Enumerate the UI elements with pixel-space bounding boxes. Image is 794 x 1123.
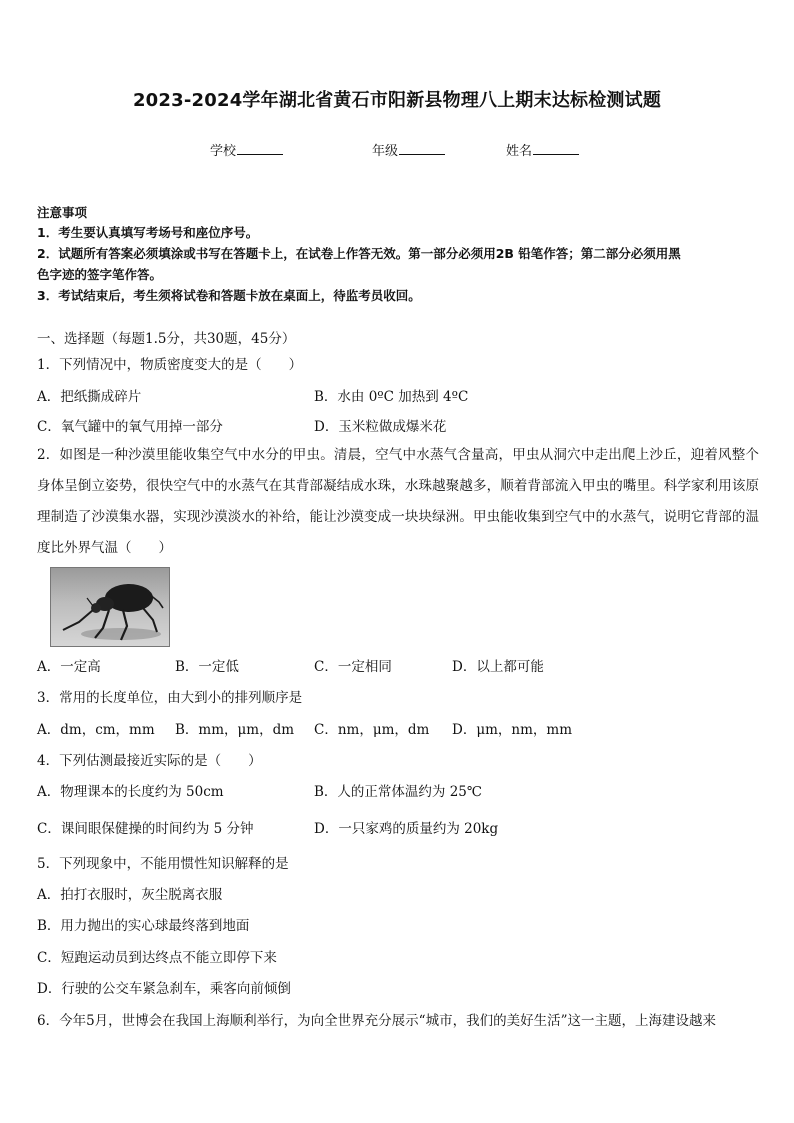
name-label: 姓名: [506, 144, 533, 159]
q1-option-a[interactable]: A．把纸撕成碎片: [37, 389, 142, 405]
name-field[interactable]: [506, 140, 579, 159]
q2-stem: 2．如图是一种沙漠里能收集空气中水分的甲虫。清晨，空气中水蒸气含量高，甲虫从洞穴中走出爬上沙丘，迎着风整个身体呈倒立姿势，很快空气中的水蒸气在其背部凝结成水珠，水珠越聚越多，顺着背部流入甲虫的嘴里。科学家利用该原理制造了沙漠集水器，实现沙漠淡水的补给，能让沙漠变成一块块绿洲。甲虫能收集到空气中的水蒸气，说明它背部的温度比外界气温（ ）: [37, 447, 759, 556]
q5-stem: 5．下列现象中，不能用惯性知识解释的是: [37, 856, 289, 872]
page-title: 2023-2024学年湖北省黄石市阳新县物理八上期末达标检测试题: [132, 90, 662, 111]
q3-option-a[interactable]: A．dm，cm，mm: [37, 722, 155, 738]
notes-heading: 注意事项: [37, 205, 88, 220]
grade-field[interactable]: [372, 140, 445, 159]
q4-option-a[interactable]: A．物理课本的长度约为 50cm: [37, 784, 224, 800]
note-item-2: 2．试题所有答案必须填涂或书写在答题卡上，在试卷上作答无效。第一部分必须用2B 铅笔作答；第二部分必须用黑: [37, 246, 681, 261]
q2-option-d[interactable]: D．以上都可能: [452, 659, 544, 675]
note-item-2-cont: 色字迹的签字笔作答。: [37, 267, 163, 282]
q4-option-b[interactable]: B．人的正常体温约为 25℃: [314, 784, 482, 800]
q1-option-b[interactable]: B．水由 0ºC 加热到 4ºC: [314, 389, 469, 405]
q4-option-c[interactable]: C．课间眼保健操的时间约为 5 分钟: [37, 821, 254, 837]
note-item-1: 1．考生要认真填写考场号和座位序号。: [37, 225, 259, 240]
school-field[interactable]: [210, 140, 283, 159]
q4-option-d[interactable]: D．一只家鸡的质量约为 20kg: [314, 821, 499, 837]
grade-blank[interactable]: [399, 142, 445, 155]
section-heading: 一、选择题（每题1.5分，共30题，45分）: [37, 331, 296, 347]
q3-stem: 3．常用的长度单位，由大到小的排列顺序是: [37, 690, 303, 706]
q2-option-c[interactable]: C．一定相同: [314, 659, 392, 675]
q3-option-d[interactable]: D．μm，nm，mm: [452, 722, 572, 738]
q3-option-c[interactable]: C．nm，μm，dm: [314, 722, 430, 738]
q2-option-b[interactable]: B．一定低: [175, 659, 239, 675]
q5-option-b[interactable]: B．用力抛出的实心球最终落到地面: [37, 918, 250, 934]
q5-option-c[interactable]: C．短跑运动员到达终点不能立即停下来: [37, 950, 277, 966]
q5-option-d[interactable]: D．行驶的公交车紧急刹车，乘客向前倾倒: [37, 981, 291, 997]
school-blank[interactable]: [237, 142, 283, 155]
q1-option-d[interactable]: D．玉米粒做成爆米花: [314, 419, 447, 435]
grade-label: 年级: [372, 144, 399, 159]
q1-option-c[interactable]: C．氧气罐中的氧气用掉一部分: [37, 419, 223, 435]
q3-option-b[interactable]: B．mm，μm，dm: [175, 722, 295, 738]
q2-option-a[interactable]: A．一定高: [37, 659, 101, 675]
beetle-photo: [50, 567, 170, 647]
name-blank[interactable]: [533, 142, 579, 155]
beetle-icon: [51, 568, 169, 646]
school-label: 学校: [210, 144, 237, 159]
q5-option-a[interactable]: A．拍打衣服时，灰尘脱离衣服: [37, 887, 223, 903]
note-item-3: 3．考试结束后，考生须将试卷和答题卡放在桌面上，待监考员收回。: [37, 288, 421, 303]
q6-stem: 6．今年5月，世博会在我国上海顺利举行，为向全世界充分展示“城市，我们的美好生活”这一主题，上海建设越来: [37, 1013, 716, 1029]
q1-stem: 1．下列情况中，物质密度变大的是（ ）: [37, 357, 303, 373]
q4-stem: 4．下列估测最接近实际的是（ ）: [37, 753, 262, 769]
